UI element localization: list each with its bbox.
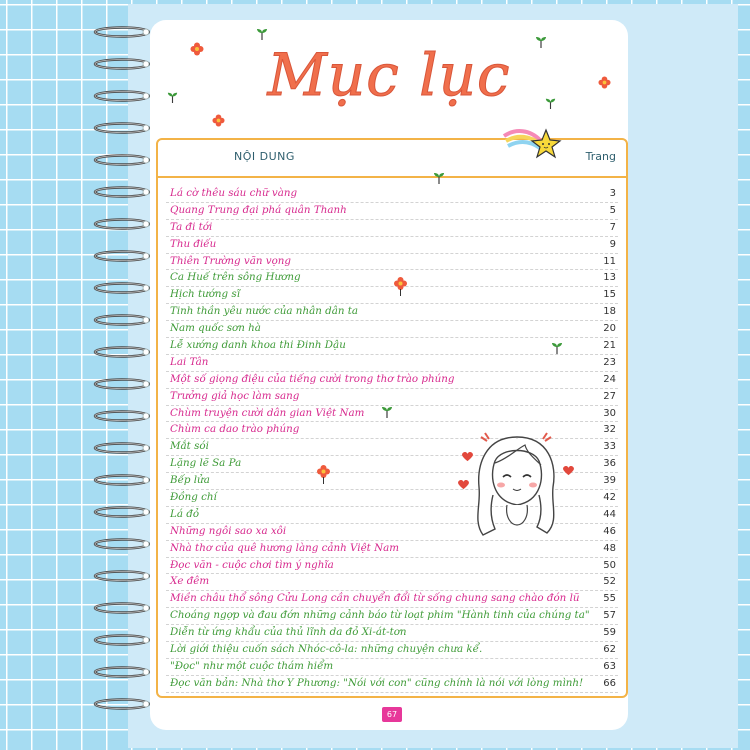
entry-page: 24 [603,373,616,385]
toc-entry [166,237,618,254]
entry-title: Miền châu thổ sông Cửu Long cần chuyển đổi từ sống chung sang chào đón lũ [170,592,580,605]
entry-title: "Đọc" như một cuộc thám hiểm [170,659,334,672]
toc-entry [166,659,618,676]
entry-title: Trưởng giả học làm sang [170,389,300,402]
toc-entry [166,558,618,575]
entry-page: 36 [603,458,616,470]
heart-icon [563,466,574,476]
spiral-ring [88,376,150,390]
entry-page: 18 [603,306,616,318]
toc-entry [166,254,618,271]
toc-entry [166,270,618,287]
spiral-ring [88,568,150,582]
toc-entry [166,287,618,304]
spiral-ring [88,152,150,166]
spiral-ring [88,344,150,358]
entry-title: Đồng chí [170,491,217,504]
entry-title: Hịch tướng sĩ [170,288,240,301]
entry-title: Ta đi tới [170,220,213,233]
sprout-icon [380,404,394,418]
toc-entry [166,574,618,591]
content-column-label: NỘI DUNG [234,150,295,163]
entry-title: Đọc văn bản: Nhà thơ Y Phương: "Nói với con" cũng chính là nói với lòng mình! [170,676,584,689]
entry-page: 20 [603,323,616,335]
entry-page: 46 [603,525,616,537]
entry-title: Một số giọng điệu của tiếng cười trong thơ trào phúng [170,372,455,385]
spiral-ring [88,184,150,198]
entry-page: 21 [603,340,616,352]
entry-title: Choáng ngợp và đau đớn những cảnh báo từ loạt phim "Hành tinh của chúng ta" [170,609,590,622]
entry-page: 62 [603,644,616,656]
spiral-ring [88,664,150,678]
entry-title: Bếp lửa [170,474,210,487]
spiral-ring [88,280,150,294]
entry-page: 63 [603,660,616,672]
toc-entry [166,591,618,608]
toc-entry [166,642,618,659]
entry-page: 32 [603,424,616,436]
toc-entry [166,676,618,693]
spiral-ring [88,24,150,38]
entry-title: Lời giới thiệu cuốn sách Nhóc-cô-la: những chuyện chưa kể. [170,643,483,656]
entry-page: 57 [603,610,616,622]
entry-page: 30 [603,407,616,419]
spiral-ring [88,216,150,230]
spiral-ring [88,56,150,70]
entry-title: Chùm truyện cười dân gian Việt Nam [170,406,365,419]
entry-title: Nhà thơ của quê hương làng cảnh Việt Nam [170,541,399,554]
page-column-label: Trang [585,150,616,163]
toc-entry [166,355,618,372]
toc-entry [166,304,618,321]
spiral-ring [88,120,150,134]
entry-title: Diễn từ ứng khẩu của thủ lĩnh da đỏ Xi-át-tơn [170,626,407,639]
entry-page: 5 [609,204,616,216]
entry-page: 39 [603,475,616,487]
entry-page: 11 [603,255,616,267]
spiral-ring [88,408,150,422]
entry-page: 44 [603,508,616,520]
entry-page: 59 [603,627,616,639]
sprout-icon [432,170,446,184]
spiral-ring [88,248,150,262]
toc-entry [166,220,618,237]
toc-entry [166,186,618,203]
heart-icon [458,480,469,490]
spiral-ring [88,504,150,518]
entry-title: Ca Huế trên sông Hương [170,271,301,284]
flower-icon [316,464,331,484]
table-of-contents [156,138,628,698]
entry-page: 48 [603,542,616,554]
entry-page: 66 [603,677,616,689]
entry-title: Thu điếu [170,237,217,250]
spiral-ring [88,696,150,710]
spiral-ring [88,88,150,102]
entry-page: 55 [603,593,616,605]
entry-title: Lá đỏ [170,507,200,520]
page-title: Mục lục [267,41,511,109]
entry-page: 50 [603,559,616,571]
toc-entry [166,372,618,389]
entry-page: 33 [603,441,616,453]
entry-title: Đọc văn - cuộc chơi tìm ý nghĩa [170,558,334,571]
entry-title: Những ngôi sao xa xôi [170,524,287,537]
entry-title: Mắt sói [170,440,209,453]
entry-page: 7 [609,221,616,233]
entry-title: Xe đêm [170,575,210,588]
entry-page: 15 [603,289,616,301]
entry-page: 23 [603,356,616,368]
spiral-ring [88,632,150,646]
toc-entry [166,608,618,625]
entry-title: Lai Tân [170,355,209,368]
spiral-ring [88,600,150,614]
spiral-ring [88,472,150,486]
entry-page: 52 [603,576,616,588]
entry-title: Lễ xướng danh khoa thi Đinh Dậu [170,339,346,352]
sprout-icon [550,340,564,354]
girl-illustration [455,425,580,545]
entry-page: 9 [609,238,616,250]
entry-title: Tinh thần yêu nước của nhân dân ta [170,305,359,318]
entry-page: 3 [609,188,616,199]
entry-title: Chùm ca dao trào phúng [170,423,300,436]
spiral-ring [88,312,150,326]
spiral-ring [88,536,150,550]
toc-entry [166,625,618,642]
entry-page: 42 [603,492,616,504]
page-number: 67 [382,707,402,722]
toc-entry [166,321,618,338]
entry-title: Thiên Trường vãn vọng [170,254,292,267]
heart-icon [462,452,473,462]
flower-icon [393,276,408,296]
entry-title: Lặng lẽ Sa Pa [170,457,242,470]
entry-title: Quang Trung đại phá quân Thanh [170,203,347,216]
entry-page: 13 [603,272,616,284]
entry-title: Lá cờ thêu sáu chữ vàng [170,187,298,199]
toc-entry [166,203,618,220]
shooting-star-icon [502,122,564,164]
spiral-ring [88,440,150,454]
entry-title: Nam quốc sơn hà [170,322,261,335]
entry-page: 27 [603,390,616,402]
